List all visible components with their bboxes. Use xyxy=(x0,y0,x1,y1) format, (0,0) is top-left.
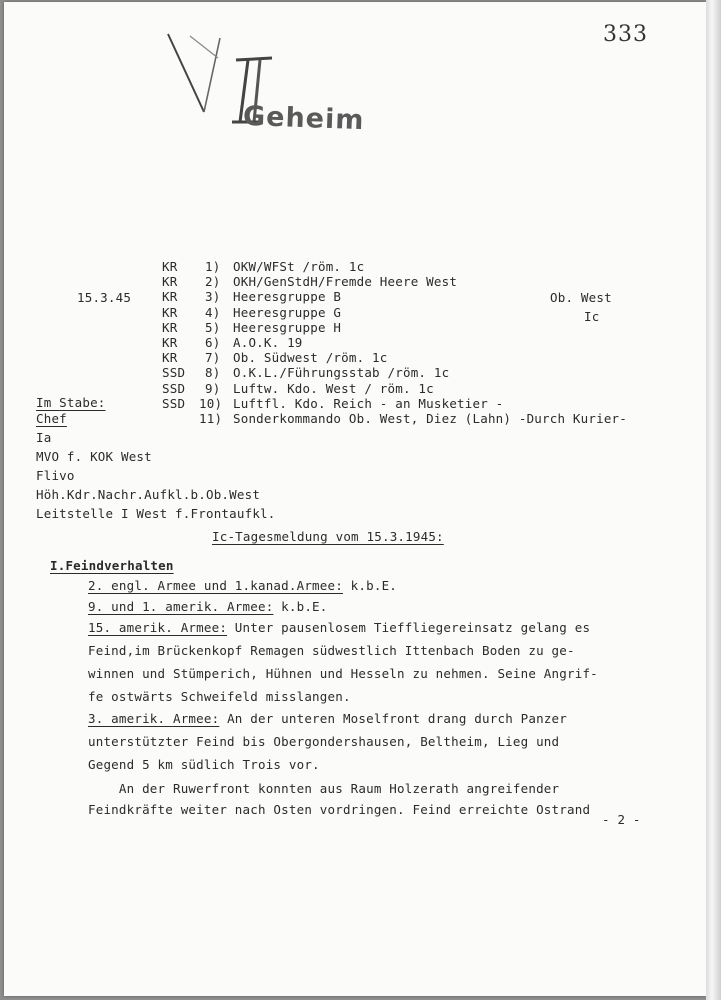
distribution-code: KR xyxy=(162,274,178,290)
staff-recipient: Höh.Kdr.Nachr.Aufkl.b.Ob.West xyxy=(36,487,261,502)
distribution-number: 8) xyxy=(205,365,221,381)
staff-recipient: Ia xyxy=(36,430,52,445)
distribution-number: 9) xyxy=(205,380,221,396)
distribution-recipient: Heeresgruppe H xyxy=(233,319,342,335)
sender-line-2: Ic xyxy=(584,309,600,324)
report-paragraph xyxy=(88,620,590,635)
distribution-number: 5) xyxy=(205,319,221,335)
continuation-marker: - 2 - xyxy=(602,812,641,827)
distribution-code: SSD xyxy=(162,380,186,396)
army-label: 9. und 1. amerik. Armee: xyxy=(88,599,274,614)
paragraph-text: unterstützter Feind bis Obergondershausen, Beltheim, Lieg und xyxy=(88,734,560,749)
distribution-recipient: Sonderkommando Ob. West, Diez (Lahn) -Durch Kurier- xyxy=(233,411,628,426)
distribution-recipient: Luftw. Kdo. West / röm. 1c xyxy=(233,380,434,396)
distribution-number: 7) xyxy=(205,350,221,366)
distribution-recipient: Heeresgruppe G xyxy=(233,304,342,320)
report-paragraph xyxy=(88,599,328,614)
staff-heading: Im Stabe: xyxy=(36,395,106,410)
distribution-code: KR xyxy=(162,319,178,335)
distribution-recipient: Ob. Südwest /röm. 1c xyxy=(233,350,388,366)
paragraph-text: Feind,im Brückenkopf Remagen südwestlich Ittenbach Boden zu ge- xyxy=(88,643,575,658)
distribution-code: SSD xyxy=(162,365,186,381)
report-title: Ic-Tagesmeldung vom 15.3.1945: xyxy=(212,529,444,544)
distribution-number: 10) xyxy=(199,395,223,411)
distribution-code: KR xyxy=(162,289,178,305)
paragraph-text: winnen und Stümperich, Hühnen und Hesseln zu nehmen. Seine Angrif- xyxy=(88,666,598,681)
handwritten-check-mark xyxy=(160,28,230,123)
paragraph-text: Unter pausenlosem Tieffliegereinsatz gelang es xyxy=(227,620,591,635)
paragraph-text: An der Ruwerfront konnten aus Raum Holzerath angreifender xyxy=(88,781,560,796)
distribution-code: KR xyxy=(162,335,178,350)
distribution-number: 6) xyxy=(205,335,221,350)
classification-stamp: Geheim xyxy=(242,100,365,137)
staff-recipient: MVO f. KOK West xyxy=(36,449,152,464)
distribution-code: KR xyxy=(162,259,178,274)
page-edge xyxy=(706,0,721,1000)
distribution-code: KR xyxy=(162,350,178,366)
distribution-number: 3) xyxy=(205,289,221,305)
staff-recipient: Leitstelle I West f.Frontaufkl. xyxy=(36,506,276,521)
paragraph-text: fe ostwärts Schweifeld misslangen. xyxy=(88,689,351,704)
army-label: 3. amerik. Armee: xyxy=(88,711,220,726)
sender-line-1: Ob. West xyxy=(550,290,612,305)
document-date: 15.3.45 xyxy=(77,290,132,305)
paragraph-text: Gegend 5 km südlich Trois vor. xyxy=(88,757,320,772)
staff-recipient: Flivo xyxy=(36,468,75,483)
distribution-number: 2) xyxy=(205,274,221,290)
army-label: 15. amerik. Armee: xyxy=(88,620,228,635)
report-paragraph xyxy=(88,711,567,726)
distribution-recipient: OKH/GenStdH/Fremde Heere West xyxy=(233,274,458,290)
paragraph-text: An der unteren Moselfront drang durch Panzer xyxy=(219,711,567,726)
distribution-recipient: A.O.K. 19 xyxy=(233,335,303,350)
report-paragraph xyxy=(88,578,397,593)
distribution-recipient: Luftfl. Kdo. Reich - an Musketier - xyxy=(233,395,504,411)
staff-recipient: Chef xyxy=(36,411,67,426)
distribution-recipient: O.K.L./Führungsstab /röm. 1c xyxy=(233,365,450,381)
paragraph-text: Feindkräfte weiter nach Osten vordringen. Feind erreichte Ostrand xyxy=(88,802,591,817)
distribution-number: 4) xyxy=(205,304,221,320)
section-heading: I.Feindverhalten xyxy=(50,558,174,573)
army-label: 2. engl. Armee und 1.kanad.Armee: xyxy=(88,578,343,593)
page-number: 333 xyxy=(603,22,648,47)
distribution-number: 1) xyxy=(205,259,221,274)
distribution-code: KR xyxy=(162,304,178,320)
paragraph-text: k.b.E. xyxy=(342,578,398,593)
paragraph-text: k.b.E. xyxy=(273,599,328,614)
distribution-number: 11) xyxy=(199,411,223,426)
distribution-recipient: Heeresgruppe B xyxy=(233,289,342,305)
distribution-code: SSD xyxy=(162,395,186,411)
distribution-recipient: OKW/WFSt /röm. 1c xyxy=(233,259,365,274)
